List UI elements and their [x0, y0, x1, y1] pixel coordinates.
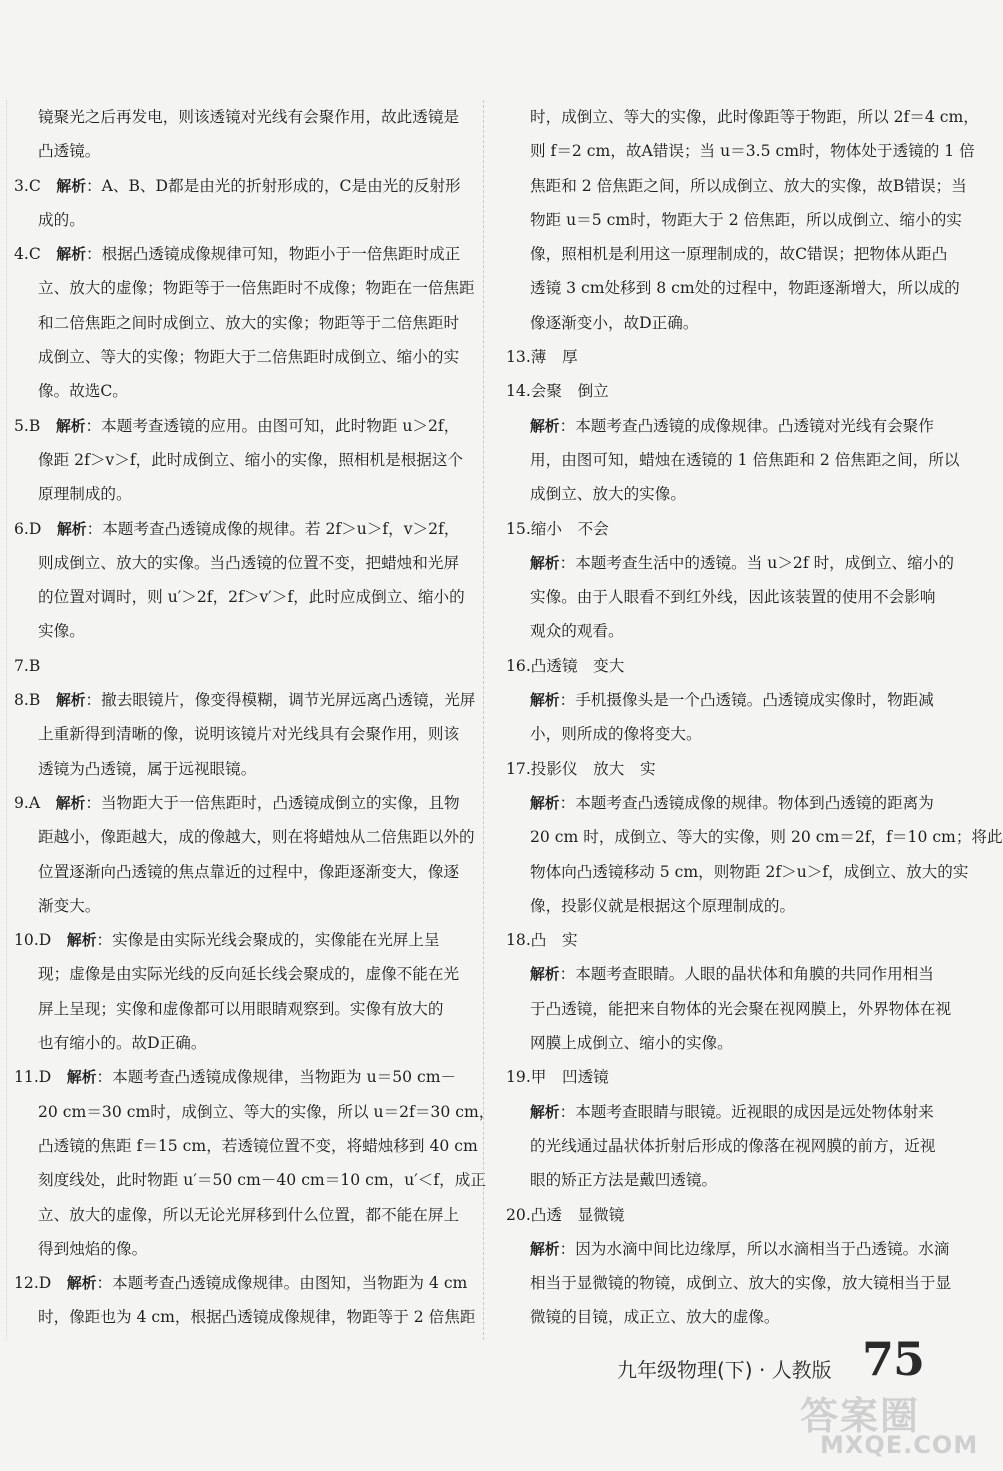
question-number: 13.薄 厚 [506, 348, 578, 367]
line-text: 小，则所成的像将变大。 [530, 725, 702, 744]
line-text: 像，照相机是利用这一原理制成的，故C错误；把物体从距凸 [530, 245, 948, 264]
text-line [14, 100, 462, 134]
question-number: 17.投影仪 放大 实 [506, 759, 656, 778]
text-line [14, 340, 462, 374]
analysis-keyword: 解析 [55, 417, 86, 435]
line-text: 镜聚光之后再发电，则该透镜对光线有会聚作用，故此透镜是 [38, 108, 460, 126]
line-text: ：本题考查凸透镜成像规律。由图知，当物距为 4 cm [96, 1274, 468, 1293]
line-text: 观众的观看。 [530, 622, 624, 641]
text-line [506, 134, 975, 168]
text-line [506, 649, 926, 683]
analysis-keyword: 解析 [55, 794, 86, 812]
text-line [14, 855, 462, 889]
text-line [506, 340, 926, 374]
question-number: 18.凸 实 [506, 931, 578, 950]
text-line [14, 271, 475, 305]
text-line [506, 169, 967, 203]
book-label: 九年级物理(下) · 人教版 [617, 1358, 832, 1382]
text-line [506, 957, 934, 991]
text-line [14, 1163, 486, 1197]
line-text: 像距 2f＞v＞f，此时成倒立、缩小的实像，照相机是根据这个 [38, 450, 464, 469]
analysis-keyword: 解析 [66, 932, 97, 950]
text-line [506, 717, 926, 751]
line-text: 立、放大的虚像；物距等于一倍焦距时不成像；物距在一倍焦距 [38, 279, 475, 298]
question-number: 14.会聚 倒立 [506, 382, 609, 401]
text-line [506, 546, 954, 580]
question-number: 8.B [14, 691, 56, 710]
line-text: 20 cm 时，成倒立、等大的实像，则 20 cm＝2f，f＝10 cm；将此 [530, 828, 1003, 847]
line-text: ：根据凸透镜成像规律可知，物距小于一倍焦距时成正 [86, 245, 461, 264]
line-text: 实像。由于人眼看不到红外线，因此该装置的使用不会影响 [530, 588, 936, 607]
text-line [14, 957, 462, 991]
page-footer [617, 1332, 997, 1390]
question-number: 9.A [14, 793, 56, 812]
text-line [506, 855, 969, 889]
analysis-keyword: 解析 [56, 520, 87, 538]
text-line [14, 820, 475, 854]
analysis-keyword: 解析 [66, 1275, 97, 1293]
text-line [14, 1095, 495, 1129]
line-text: 刻度线处，此时物距 u′＝50 cm－40 cm＝10 cm，u′＜f，成正 [38, 1171, 486, 1190]
text-line [14, 546, 462, 580]
text-line [14, 649, 462, 683]
analysis-keyword: 解析 [56, 246, 87, 264]
page-number: 75 [862, 1332, 925, 1386]
question-number: 6.D [14, 519, 57, 538]
text-line [506, 237, 948, 271]
line-text: 的光线通过晶状体折射后形成的像落在视网膜的前方，近视 [530, 1136, 936, 1155]
text-line [506, 100, 979, 134]
analysis-keyword: 解析 [530, 1103, 560, 1121]
text-line [506, 1095, 934, 1129]
question-number: 3.C [14, 176, 57, 195]
line-text: 凸透镜的焦距 f＝15 cm，若透镜位置不变，将蜡烛移到 40 cm [38, 1136, 478, 1155]
line-text: 屏上呈现；实像和虚像都可以用眼睛观察到。实像有放大的 [38, 999, 444, 1018]
line-text: 则 f＝2 cm，故A错误；当 u＝3.5 cm时，物体处于透镜的 1 倍 [530, 142, 975, 161]
line-text: 上重新得到清晰的像，说明该镜片对光线具有会聚作用，则该 [38, 725, 460, 744]
text-line [506, 306, 926, 340]
text-line [14, 1232, 462, 1266]
site-watermark [800, 1385, 990, 1465]
text-line [14, 1129, 478, 1163]
line-text: 20 cm＝30 cm时，成倒立、等大的实像，所以 u＝2f＝30 cm， [38, 1102, 495, 1121]
text-line [14, 443, 462, 477]
line-text: 网膜上成倒立、缩小的实像。 [530, 1034, 733, 1053]
line-text: 于凸透镜，能把来自物体的光会聚在视网膜上，外界物体在视 [530, 999, 952, 1018]
text-line [506, 1232, 950, 1266]
question-number: 4.C [14, 245, 57, 264]
analysis-keyword: 解析 [530, 966, 560, 984]
line-text: ：A、B、D都是由光的折射形成的，C是由光的反射形 [86, 176, 461, 195]
text-line [506, 443, 960, 477]
text-line [14, 512, 462, 546]
line-text: 的位置对调时，则 u′＞2f，2f＞v′＞f，此时应成倒立、缩小的 [38, 588, 465, 607]
line-text: 现；虚像是由实际光线的反向延长线会聚成的，虚像不能在光 [38, 965, 460, 984]
line-text: ：本题考查凸透镜成像规律，当物距为 u＝50 cm－ [96, 1068, 457, 1087]
text-line [14, 1026, 462, 1060]
line-text: ：本题考查透镜的应用。由图可知，此时物距 u＞2f， [85, 416, 460, 435]
analysis-keyword: 解析 [56, 177, 87, 195]
line-text: 透镜为凸透镜，属于远视眼镜。 [38, 759, 257, 778]
line-text: 和二倍焦距之间时成倒立、放大的实像；物距等于二倍焦距时 [38, 313, 460, 332]
text-line [506, 614, 926, 648]
line-text: 位置逐渐向凸透镜的焦点靠近的过程中，像距逐渐变大，像逐 [38, 862, 460, 881]
line-text: ：因为水滴中间比边缘厚，所以水滴相当于凸透镜。水滴 [559, 1239, 950, 1258]
text-line [14, 992, 462, 1026]
text-line [14, 683, 476, 717]
line-text: 物体向凸透镜移动 5 cm，则物距 2f＞u＞f，成倒立、放大的实 [530, 862, 969, 881]
line-text: ：实像是由实际光线会聚成的，实像能在光屏上呈 [96, 931, 440, 950]
line-text: 成倒立、等大的实像；物距大于二倍焦距时成倒立、缩小的实 [38, 348, 460, 367]
text-line [14, 786, 462, 820]
text-line [506, 1300, 926, 1334]
line-text: ：手机摄像头是一个凸透镜。凸透镜成实像时，物距减 [559, 691, 934, 710]
text-line [506, 683, 934, 717]
text-line [506, 1266, 952, 1300]
analysis-keyword: 解析 [530, 554, 560, 572]
column-divider [483, 100, 484, 1340]
text-line [506, 786, 934, 820]
text-line [506, 752, 926, 786]
line-text: ：本题考查眼睛与眼镜。近视眼的成因是远处物体射来 [559, 1102, 934, 1121]
text-line [506, 923, 926, 957]
line-text: ：本题考查凸透镜成像的规律。物体到凸透镜的距离为 [559, 793, 934, 812]
text-line [14, 477, 462, 511]
text-line [506, 512, 926, 546]
left-column [14, 100, 495, 1335]
text-line [506, 820, 1003, 854]
line-text: 实像。 [38, 622, 85, 641]
line-text: 成的。 [38, 210, 85, 229]
text-line [506, 477, 926, 511]
text-line [14, 409, 462, 443]
text-line [14, 1060, 462, 1094]
line-text: 眼的矫正方法是戴凹透镜。 [530, 1171, 718, 1190]
analysis-keyword: 解析 [55, 692, 86, 710]
text-line [506, 1026, 926, 1060]
text-line [14, 1198, 462, 1232]
question-number: 5.B [14, 416, 56, 435]
line-text: ：本题考查凸透镜的成像规律。凸透镜对光线有会聚作 [559, 416, 934, 435]
watermark-url: MXQE.COM [820, 1431, 979, 1459]
text-line [506, 374, 926, 408]
text-line [14, 134, 462, 168]
text-line [506, 1198, 926, 1232]
question-number: 11.D [14, 1068, 67, 1087]
text-line [14, 580, 465, 614]
line-text: 相当于显微镜的物镜，成倒立、放大的实像，放大镜相当于显 [530, 1274, 952, 1293]
question-number: 15.缩小 不会 [506, 519, 609, 538]
text-line [14, 237, 462, 271]
line-text: 像，投影仪就是根据这个原理制成的。 [530, 896, 796, 915]
analysis-keyword: 解析 [530, 1240, 560, 1258]
text-line [506, 889, 926, 923]
text-line [14, 203, 462, 237]
question-number: 10.D [14, 931, 67, 950]
text-line [506, 1163, 926, 1197]
binding-margin-rule [6, 100, 7, 1340]
line-text: ：本题考查生活中的透镜。当 u＞2f 时，成倒立、缩小的 [559, 553, 954, 572]
text-line [14, 1266, 468, 1300]
text-line [14, 374, 462, 408]
analysis-keyword: 解析 [530, 692, 560, 710]
text-line [14, 306, 462, 340]
text-line [14, 614, 462, 648]
line-text: 时，成倒立、等大的实像，此时像距等于物距，所以 2f＝4 cm， [530, 108, 979, 126]
question-number: 19.甲 凹透镜 [506, 1068, 609, 1087]
right-column [506, 100, 1003, 1335]
line-text: ：本题考查凸透镜成像的规律。若 2f＞u＞f，v＞2f， [86, 519, 460, 538]
watermark-logo: 答案圈 [800, 1394, 921, 1438]
text-line [506, 271, 960, 305]
line-text: ：撤去眼镜片，像变得模糊，调节光屏远离凸透镜，光屏 [85, 691, 476, 710]
question-number: 7.B [14, 656, 41, 675]
line-text: ：本题考查眼睛。人眼的晶状体和角膜的共同作用相当 [559, 965, 934, 984]
line-text: 成倒立、放大的实像。 [530, 485, 686, 504]
text-line [14, 1300, 476, 1334]
text-line [506, 1060, 926, 1094]
analysis-keyword: 解析 [530, 794, 560, 812]
text-line [506, 203, 962, 237]
question-number: 12.D [14, 1274, 67, 1293]
line-text: ：当物距大于一倍焦距时，凸透镜成倒立的实像，且物 [85, 793, 460, 812]
line-text: 像。故选C。 [38, 382, 128, 401]
text-line [506, 992, 952, 1026]
line-text: 微镜的目镜，成正立、放大的虚像。 [530, 1308, 780, 1327]
text-line [14, 169, 462, 203]
line-text: 透镜 3 cm处移到 8 cm处的过程中，物距逐渐增大，所以成的 [530, 279, 960, 298]
text-line [14, 752, 462, 786]
question-number: 16.凸透镜 变大 [506, 656, 625, 675]
line-text: 物距 u＝5 cm时，物距大于 2 倍焦距，所以成倒立、缩小的实 [530, 210, 962, 229]
line-text: 则成倒立、放大的实像。当凸透镜的位置不变，把蜡烛和光屏 [38, 553, 460, 572]
line-text: 得到烛焰的像。 [38, 1239, 148, 1258]
line-text: 时，像距也为 4 cm，根据凸透镜成像规律，物距等于 2 倍焦距 [38, 1308, 476, 1327]
line-text: 原理制成的。 [38, 485, 132, 504]
line-text: 凸透镜。 [38, 142, 101, 161]
text-line [14, 889, 462, 923]
line-text: 立、放大的虚像，所以无论光屏移到什么位置，都不能在屏上 [38, 1205, 460, 1224]
line-text: 像逐渐变小，故D正确。 [530, 313, 699, 332]
text-line [14, 923, 462, 957]
text-line [506, 580, 936, 614]
text-line [14, 717, 462, 751]
question-number: 20.凸透 显微镜 [506, 1205, 625, 1224]
line-text: 用，由图可知，蜡烛在透镜的 1 倍焦距和 2 倍焦距之间，所以 [530, 450, 960, 469]
text-line [506, 1129, 936, 1163]
analysis-keyword: 解析 [530, 417, 560, 435]
line-text: 焦距和 2 倍焦距之间，所以成倒立、放大的实像，故B错误；当 [530, 176, 967, 195]
line-text: 渐变大。 [38, 896, 101, 915]
line-text: 也有缩小的。故D正确。 [38, 1034, 207, 1053]
line-text: 距越小，像距越大，成的像越大，则在将蜡烛从二倍焦距以外的 [38, 828, 475, 847]
text-line [506, 409, 934, 443]
analysis-keyword: 解析 [66, 1069, 97, 1087]
